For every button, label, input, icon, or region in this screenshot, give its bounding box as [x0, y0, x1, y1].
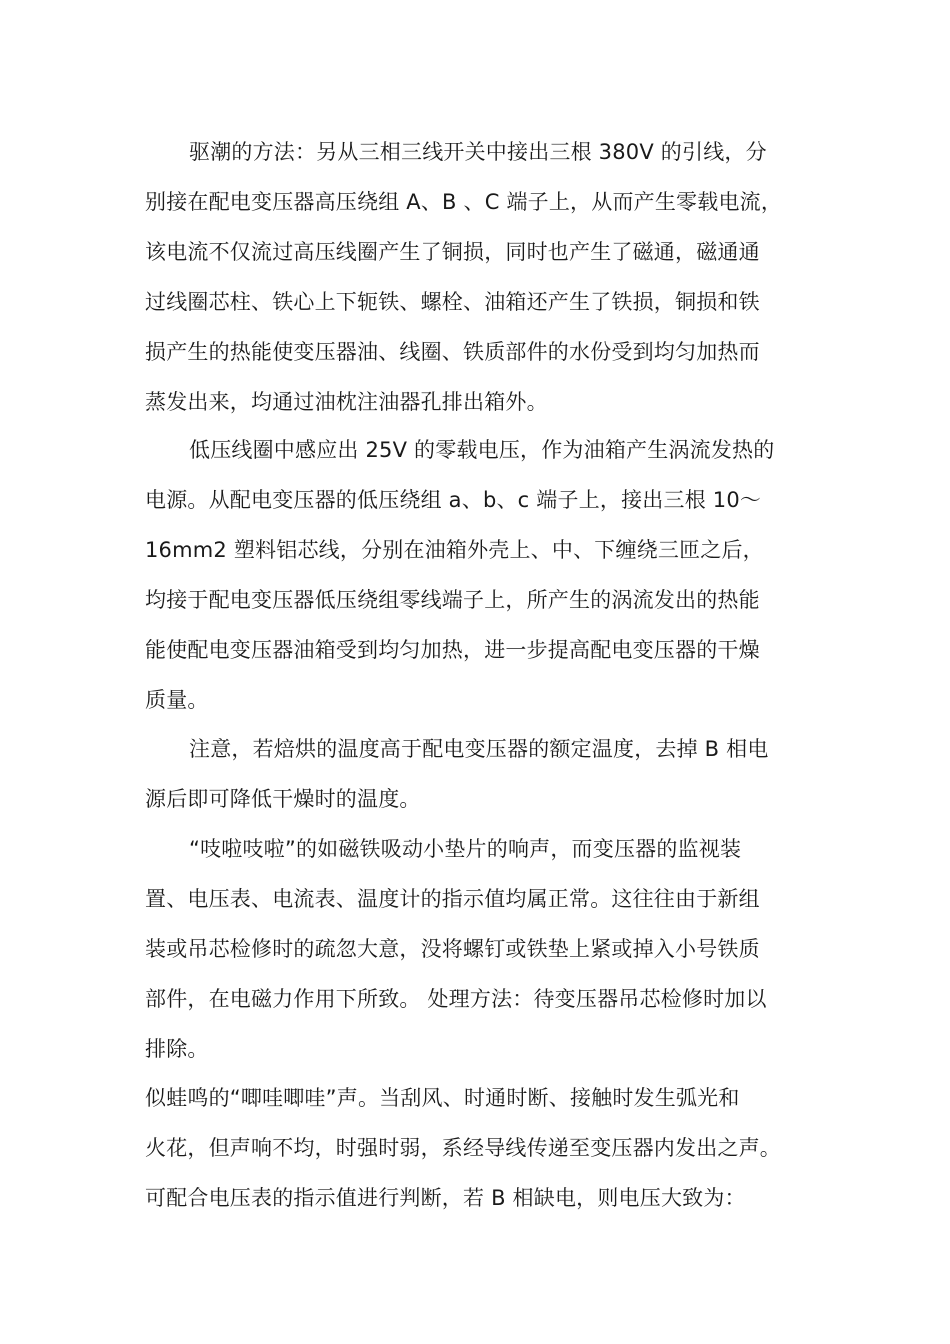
text-line: 火花，但声响不均，时强时弱，系经导线传递至变压器内发出之声。 — [145, 1136, 781, 1160]
text-line: 源后即可降低干燥时的温度。 — [145, 787, 421, 811]
text-line: 排除。 — [145, 1037, 209, 1061]
text-line: 部件，在电磁力作用下所致。 处理方法：待变压器吊芯检修时加以 — [145, 987, 767, 1011]
text-line: 装或吊芯检修时的疏忽大意，没将螺钉或铁垫上紧或掉入小号铁质 — [145, 937, 760, 961]
text-line: 置、电压表、电流表、温度计的指示值均属正常。这往往由于新组 — [145, 887, 760, 911]
text-line: 蒸发出来，均通过油枕注油器孔排出箱外。 — [145, 390, 548, 414]
text-line: 可配合电压表的指示值进行判断，若 B 相缺电，则电压大致为： — [145, 1186, 746, 1210]
text-line: 16mm2 塑料铝芯线，分别在油箱外壳上、中、下缠绕三匝之后， — [145, 538, 764, 562]
text-line: 过线圈芯柱、铁心上下轭铁、螺栓、油箱还产生了铁损，铜损和铁 — [145, 290, 760, 314]
text-line: “吱啦吱啦”的如磁铁吸动小垫片的响声，而变压器的监视装 — [189, 837, 742, 861]
text-line: 驱潮的方法：另从三相三线开关中接出三根 380V 的引线，分 — [189, 140, 767, 164]
text-line: 质量。 — [145, 688, 209, 712]
text-line: 似蛙鸣的“唧哇唧哇”声。当刮风、时通时断、接触时发生弧光和 — [145, 1086, 740, 1110]
text-line: 别接在配电变压器高压绕组 A、B 、C 端子上，从而产生零载电流， — [145, 190, 783, 214]
text-line: 注意，若焙烘的温度高于配电变压器的额定温度，去掉 B 相电 — [189, 737, 769, 761]
text-line: 低压线圈中感应出 25V 的零载电压，作为油箱产生涡流发热的 — [189, 438, 775, 462]
text-line: 损产生的热能使变压器油、线圈、铁质部件的水份受到均匀加热而 — [145, 340, 760, 364]
text-line: 能使配电变压器油箱受到均匀加热，进一步提高配电变压器的干燥 — [145, 638, 760, 662]
text-line: 电源。从配电变压器的低压绕组 a、b、c 端子上，接出三根 10～ — [145, 488, 762, 512]
text-line: 该电流不仅流过高压线圈产生了铜损，同时也产生了磁通，磁通通 — [145, 240, 760, 264]
text-line: 均接于配电变压器低压绕组零线端子上，所产生的涡流发出的热能 — [145, 588, 760, 612]
